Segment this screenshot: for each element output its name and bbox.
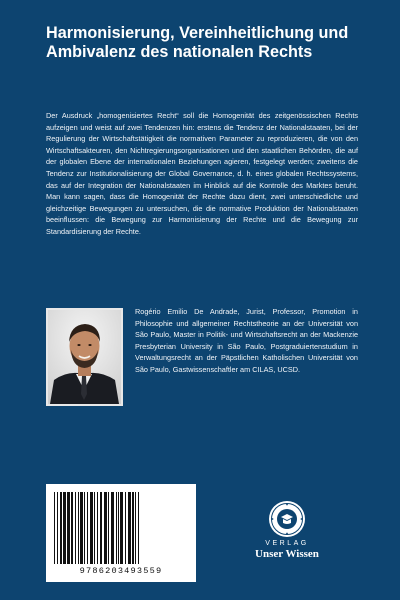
barcode-bars — [52, 492, 190, 564]
publisher-logo — [222, 500, 352, 560]
book-title: Harmonisierung, Vereinheitlichung und Ambivalenz des nationalen Rechts — [46, 24, 349, 61]
book-blurb: Der Ausdruck „homogenisiertes Recht“ soll die Homogenität des zeitgenössischen Rechts aufzeigen und weist auf zwei Tendenzen hin: erstens die Tendenz der Nationalstaaten, bei der Regulierung der Wirtschaftstätigkeit die normativen Parameter zu reproduzieren, die von den Wirtschaftsakteuren, den Nichtregierungsorganisationen und den staatlichen Behörden, die auf der globalen Ebene der internationalen Beziehungen agieren, festgelegt werden; zweitens die Tendenz zur Institutionalisierung der Global Governance, d. h. eines globalen Rechtssystems, das auf der Integration der Nationalstaaten im Hinblick auf die Kontrolle des Marktes beruht. Man kann sagen, dass die Homogenität der Rechte dazu dient, zwei unterschiedliche und gleichzeitige Bewegungen zu untersuchen, die die normative Produktion der Nationalstaaten beeinflussen: die Bewegung zur Harmonisierung der Rechte und die Bewegung zur Standardisierung der Rechte. — [46, 111, 358, 236]
publisher-seal-icon — [268, 500, 306, 538]
publisher-verlag-label: VERLAG — [265, 540, 309, 547]
author-photo — [46, 308, 123, 406]
author-portrait-image — [48, 310, 121, 404]
publisher-name: Unser Wissen — [255, 548, 319, 560]
isbn-barcode — [46, 484, 196, 582]
author-bio: Rogério Emilio De Andrade, Jurist, Professor, Promotion in Philosophie und allgemeiner Rechtstheorie an der Universität von São Paulo, Master in Politik- und Wirtschaftsrecht an der Mackenzie Presbyterian University in São Paulo, Postgraduiertenstudium in Verwaltungsrecht an der Päpstlichen Katholischen Universität von São Paulo, Gastwissenschaftler am CILAS, UCSD. — [135, 307, 358, 374]
barcode-number: 9786203493559 — [79, 566, 163, 576]
